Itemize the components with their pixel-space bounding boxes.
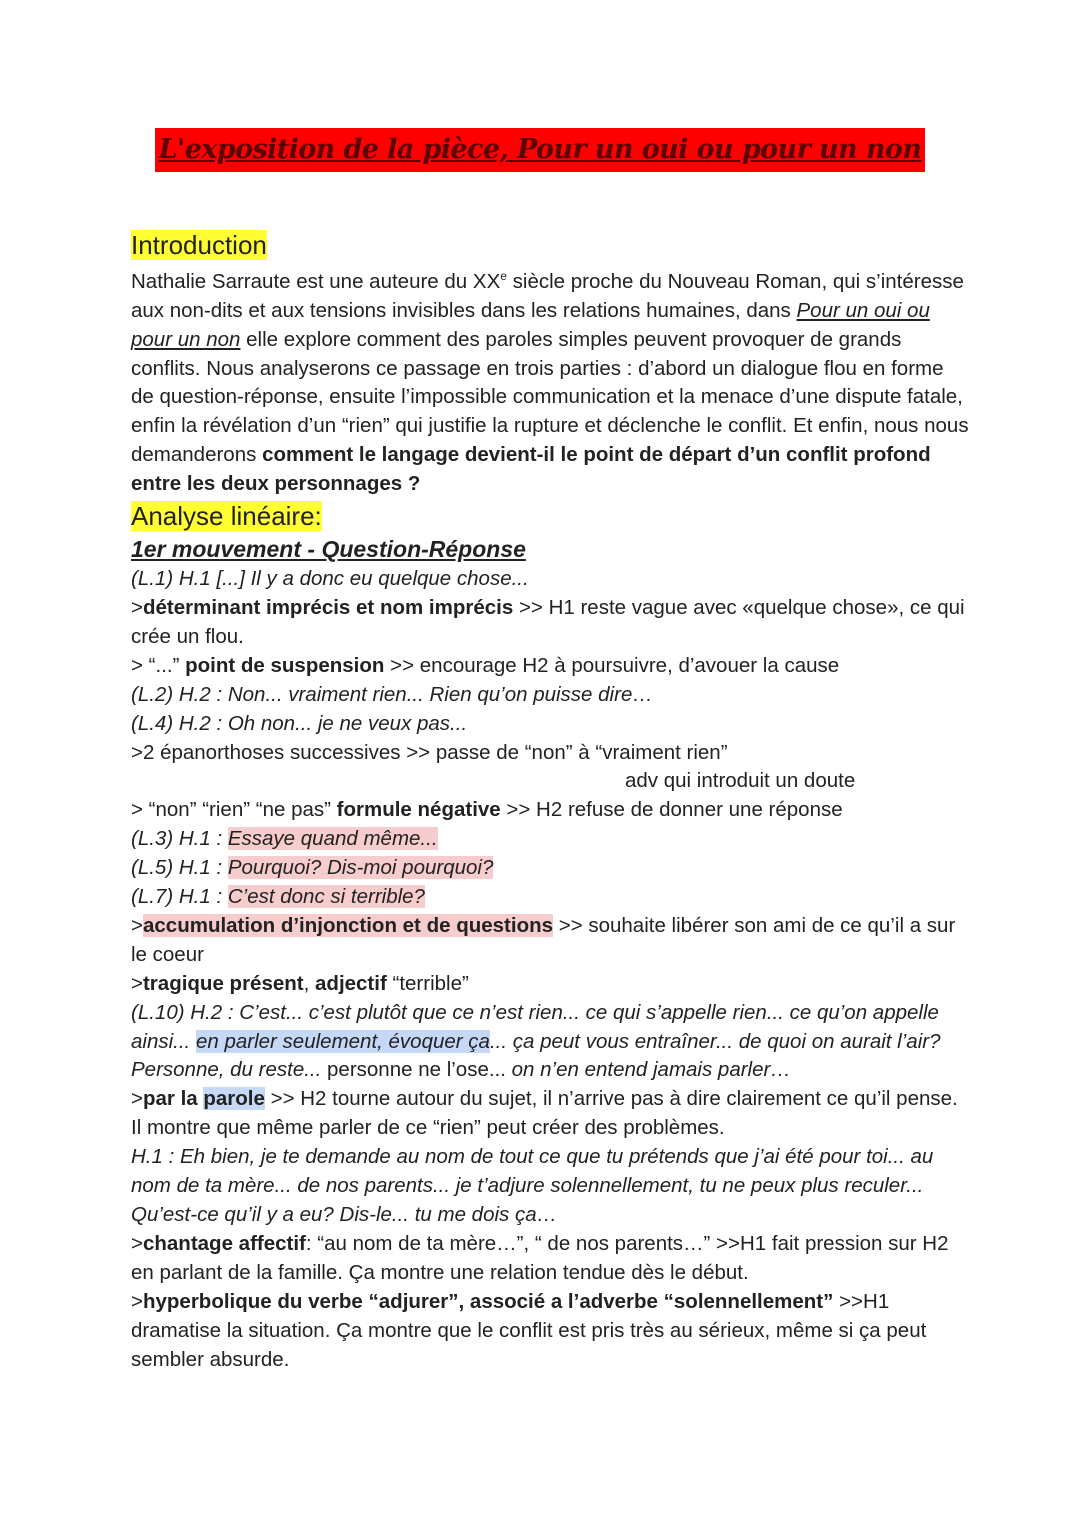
note-4-pre: > “non” “rien” “ne pas” [131, 798, 337, 822]
note-7-text: >> H2 tourne autour du sujet, il n’arrive pas à dire clairement ce qu’il pense. Il montre que même parler de ce “rien” peut créer des problèmes. [131, 1087, 958, 1140]
quote-l7 [131, 883, 971, 912]
quote-l10-c: personne ne l’ose... [327, 1058, 506, 1082]
note-2-bold: point de suspension [185, 653, 385, 677]
problematic: comment le langage devient-il le point de départ d’un conflit profond entre les deux personnages ? [131, 443, 931, 496]
note-4-bold: formule négative [336, 798, 501, 822]
quote-l2: (L.2) H.2 : Non... vraiment rien... Rien qu’on puisse dire… [131, 682, 653, 706]
note-2-pre: > “...” [131, 653, 186, 677]
note-6-bold-1: tragique présent [142, 971, 304, 995]
note-3-sub: adv qui introduit un doute [625, 769, 856, 793]
note-1: >déterminant imprécis et nom imprécis >> H1 reste vague avec «quelque chose», ce qui crée un flou. [131, 595, 965, 648]
quote-l1: (L.1) H.1 [...] Il y a donc eu quelque chose... [131, 567, 529, 591]
quote-l10-d: on n’en entend jamais parler… [505, 1058, 791, 1082]
note-1-text: >> H1 reste vague avec «quelque chose», ce qui crée un flou. [131, 595, 965, 648]
note-5: >accumulation d’injonction et de questions >> souhaite libérer son ami de ce qu’il a sur le coeur [131, 913, 956, 966]
intro-heading-line [131, 228, 971, 262]
note-1-bold: déterminant imprécis et nom imprécis [142, 595, 514, 619]
note-5-bold: accumulation d’injonction et de questions [142, 913, 554, 937]
note-2 [131, 652, 971, 681]
quote-l5-pre: (L.5) H.1 : [131, 856, 228, 880]
note-9-bold: hyperbolique du verbe “adjurer”, associé a l’adverbe “solennellement” [142, 1289, 834, 1313]
note-8-text: : “au nom de ta mère…”, “ de nos parents…” >>H1 fait pression sur H2 en parlant de la famille. Ça montre une relation tendue dès le début. [131, 1231, 949, 1284]
document-title: L'exposition de la pièce, Pour un oui ou pour un non [155, 128, 926, 172]
quote-l7-pre: (L.7) H.1 : [131, 885, 228, 909]
note-5-text: >> souhaite libérer son ami de ce qu’il a sur le coeur [131, 913, 956, 966]
intro-sup: e [500, 269, 507, 283]
note-9: >hyperbolique du verbe “adjurer”, associé a l’adverbe “solennellement” >>H1 dramatise la situation. Ça montre que le conflit est pris très au sérieux, même si ça peut sembler absurde. [131, 1289, 927, 1371]
intro-text-c: elle explore comment des paroles simples peuvent provoquer de grands conflits. Nous analyserons ce passage en trois parties : d’abord un dialogue flou en forme de question-réponse, ensuite l’impossible communication et la menace d’une dispute fatale, enfin la révélation d’un “rien” qui justifie la rupture et déclenche le conflit. Et enfin, nous nous demanderons [131, 327, 969, 467]
note-9-text: >>H1 dramatise la situation. Ça montre que le conflit est pris très au sérieux, même si ça peut sembler absurde. [131, 1289, 927, 1371]
note-8: >chantage affectif: “au nom de ta mère…”, “ de nos parents…” >>H1 fait pression sur H2 en parlant de la famille. Ça montre une relation tendue dès le début. [131, 1231, 949, 1284]
work-title: Pour un oui ou pour un non [131, 298, 930, 351]
quote-l3 [131, 825, 971, 854]
note-6: >tragique présent, adjectif “terrible” [131, 971, 469, 995]
intro-heading: Introduction [131, 230, 267, 260]
note-4 [131, 796, 971, 825]
note-6-sep: , [303, 971, 316, 995]
note-4-text: >> H2 refuse de donner une réponse [500, 798, 843, 822]
intro-paragraph [131, 262, 971, 499]
note-6-bold-2: adjectif [315, 971, 387, 995]
quote-l10-a: (L.10) H.2 : C’est... c’est plutôt que ce n’est rien... ce qui s’appelle rien... ce qu’on appelle ainsi... [131, 1000, 939, 1053]
quote-l3-highlight: Essaye quand même... [227, 827, 438, 851]
quote-l4: (L.4) H.2 : Oh non... je ne veux pas... [131, 711, 468, 735]
analysis-heading-line [131, 499, 971, 533]
analysis-heading: Analyse linéaire: [131, 501, 322, 532]
intro-text-b: siècle proche du Nouveau Roman, qui s’intéresse aux non-dits et aux tensions invisibles dans les relations humaines, dans [131, 269, 964, 322]
quote-l10-highlight: en parler seulement, évoquer ça [195, 1029, 490, 1053]
note-3: >2 épanorthoses successives >> passe de “non” à “vraiment rien” [131, 740, 728, 764]
quote-l10-b: ... ça peut vous entraîner... de quoi on aurait l’air? Personne, du reste... [131, 1029, 941, 1082]
quote-l10 [131, 999, 971, 1086]
intro-text-a: Nathalie Sarraute est une auteure du XX [131, 269, 501, 293]
title-block [0, 128, 1080, 172]
quote-l5-highlight: Pourquoi? Dis-moi pourquoi? [227, 856, 494, 880]
note-8-bold: chantage affectif [142, 1231, 306, 1255]
movement-1-heading: 1er mouvement - Question-Réponse [131, 536, 526, 563]
quote-l5 [131, 854, 971, 883]
quote-l7-highlight: C’est donc si terrible? [227, 885, 425, 909]
document-body [131, 228, 971, 1374]
note-7-bold: par la [142, 1087, 204, 1111]
quote-h1: H.1 : Eh bien, je te demande au nom de tout ce que tu prétends que j’ai été pour toi... au nom de ta mère... de nos parents... je t’adjure solennellement, tu ne peux plus reculer... Qu’est-ce qu’il y a eu? Dis-le... tu me dois ça… [131, 1145, 934, 1227]
note-7: >par la parole >> H2 tourne autour du sujet, il n’arrive pas à dire clairement ce qu’il pense. Il montre que même parler de ce “rien” peut créer des problèmes. [131, 1087, 958, 1140]
note-7-highlight: parole [203, 1087, 265, 1111]
note-6-text: “terrible” [386, 971, 469, 995]
note-2-text: >> encourage H2 à poursuivre, d’avouer la cause [384, 653, 840, 677]
quote-l3-pre: (L.3) H.1 : [131, 827, 228, 851]
